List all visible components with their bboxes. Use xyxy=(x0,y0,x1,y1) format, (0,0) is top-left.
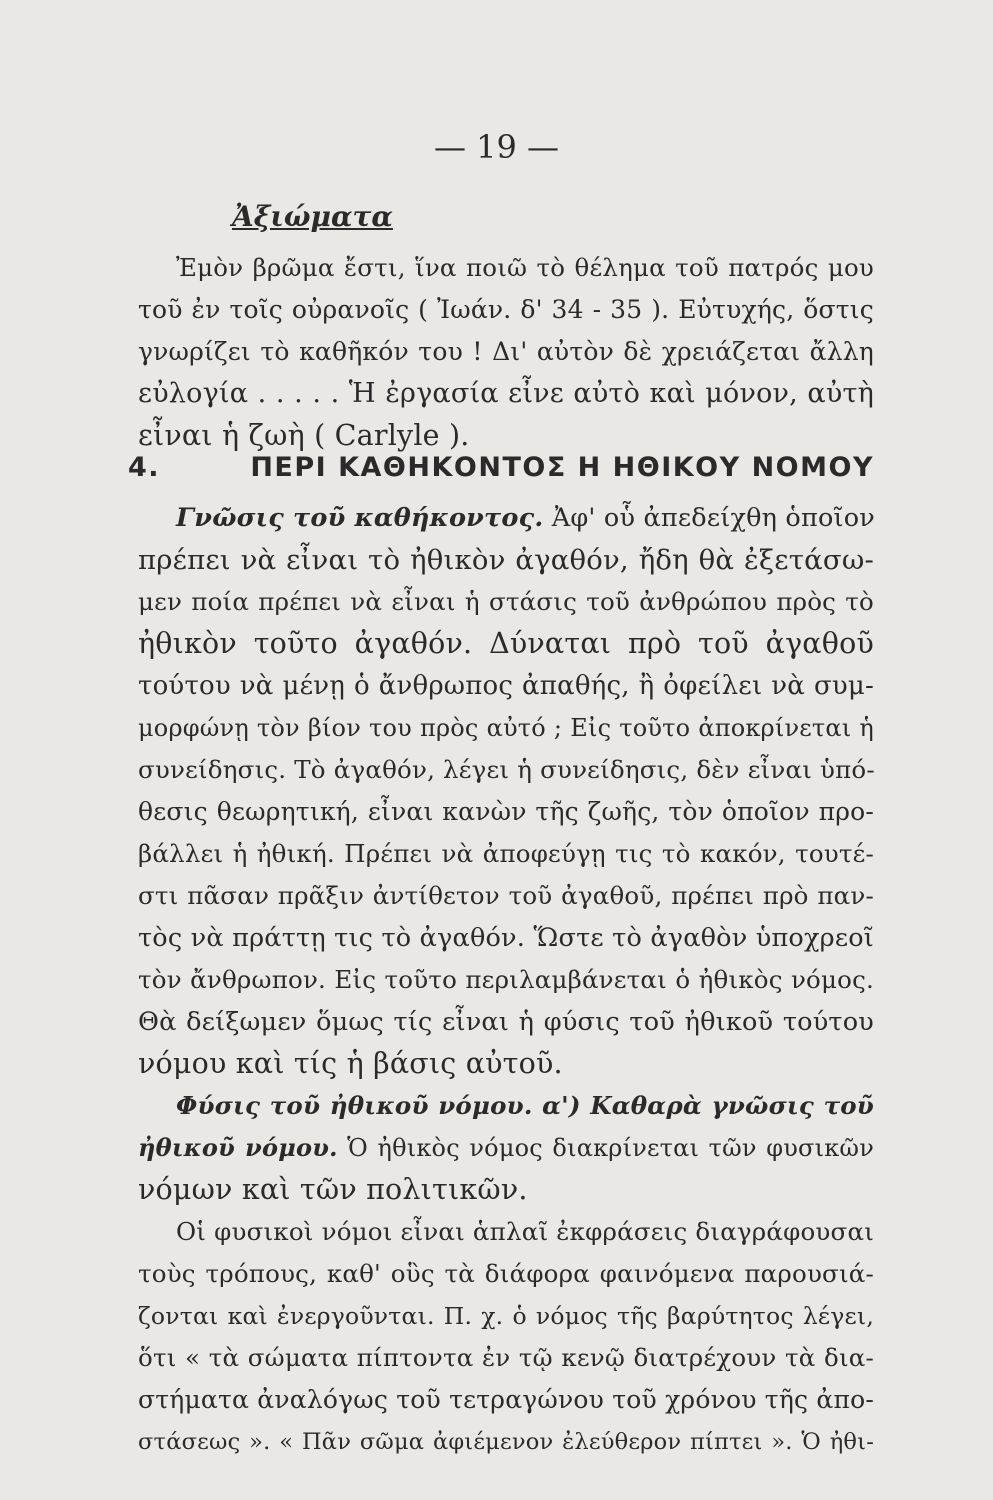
text-line xyxy=(176,498,874,538)
text-line: ζονται καὶ ἐνεργοῦνται. Π. χ. ὁ νόμος τῆς βαρύτητος λέγει, xyxy=(138,1302,874,1330)
text-line: θεσις θεωρητική, εἶναι κανὼν τῆς ζωῆς, τὸν ὁποῖον προ- xyxy=(138,797,874,826)
text-line xyxy=(138,1128,874,1168)
text-line: ἠθικὸν τοῦτο ἀγαθόν. Δύναται πρὸ τοῦ ἀγαθοῦ xyxy=(138,627,874,660)
page-number: — 19 — xyxy=(433,128,560,166)
text-line: νόμων καὶ τῶν πολιτικῶν. xyxy=(138,1173,528,1206)
text-line: Ἐμὸν βρῶμα ἔστι, ἵνα ποιῶ τὸ θέλημα τοῦ πατρός μου xyxy=(176,253,874,282)
text-line: μεν ποία πρέπει νὰ εἶναι ἡ στάσις τοῦ ἀνθρώπου πρὸς τὸ xyxy=(138,587,874,616)
section-heading: Ἀξιώματα xyxy=(232,200,393,233)
text-line: στήματα ἀναλόγως τοῦ τετραγώνου τοῦ χρόνου τῆς ἀπο- xyxy=(138,1385,874,1414)
text-line: πρέπει νὰ εἶναι τὸ ἠθικὸν ἀγαθόν, ἤδη θὰ ἐξετάσω- xyxy=(138,544,874,576)
text-line: στι πᾶσαν πρᾶξιν ἀντίθετον τοῦ ἀγαθοῦ, πρέπει πρὸ παν- xyxy=(138,881,874,910)
text-line: στάσεως ». « Πᾶν σῶμα ἀφιέμενον ἐλεύθερον πίπτει ». Ὁ ἠθι- xyxy=(138,1429,874,1455)
text-line: εὐλογία . . . . . Ἡ ἐργασία εἶνε αὐτὸ καὶ μόνον, αὐτὴ xyxy=(138,378,874,409)
text-line: τούτου νὰ μένῃ ὁ ἄνθρωπος ἀπαθής, ἢ ὀφείλει νὰ συμ- xyxy=(138,671,874,701)
text-line: τοὺς τρόπους, καθ' οὓς τὰ διάφορα φαινόμενα παρουσιά- xyxy=(138,1259,874,1288)
text-line: τὸν ἄνθρωπον. Εἰς τοῦτο περιλαμβάνεται ὁ ἠθικὸς νόμος. xyxy=(138,965,874,994)
text-line: μορφώνῃ τὸν βίον του πρὸς αὐτό ; Εἰς τοῦτο ἀποκρίνεται ἡ xyxy=(138,714,874,742)
text-line: βάλλει ἡ ἠθική. Πρέπει νὰ ἀποφεύγῃ τις τὸ κακόν, τουτέ- xyxy=(138,839,874,868)
chapter-number: 4. xyxy=(128,452,161,483)
text-line: ὅτι « τὰ σώματα πίπτοντα ἐν τῷ κενῷ διατρέχουν τὰ δια- xyxy=(138,1343,874,1372)
text-line: συνείδησις. Τὸ ἀγαθόν, λέγει ἡ συνείδησις, δὲν εἶναι ὑπό- xyxy=(138,755,875,784)
chapter-title-text: ΠΕΡΙ ΚΑΘΗΚΟΝΤΟΣ Η ΗΘΙΚΟΥ ΝΟΜΟΥ xyxy=(250,452,874,483)
text-span: Ἀφ' οὗ ἀπεδείχθη ὁποῖον xyxy=(543,503,875,533)
text-span: Ὁ ἠθικὸς νόμος διακρίνεται τῶν φυσικῶν xyxy=(337,1134,874,1162)
text-line: εἶναι ἡ ζωὴ ( Carlyle ). xyxy=(138,419,470,452)
subheading-nature-of-moral-law: Φύσις τοῦ ἠθικοῦ νόμου. α') Καθαρὰ γνῶσις τοῦ xyxy=(176,1091,874,1120)
text-line: τοῦ ἐν τοῖς οὐρανοῖς ( Ἰωάν. δ' 34 - 35 ). Εὐτυχής, ὅστις xyxy=(138,295,874,324)
text-line: Θὰ δείξωμεν ὅμως τίς εἶναι ἡ φύσις τοῦ ἠθικοῦ τούτου xyxy=(138,1007,874,1037)
subheading-continuation: ἠθικοῦ νόμου. xyxy=(138,1133,338,1162)
subheading-knowledge-of-duty: Γνῶσις τοῦ καθήκοντος. xyxy=(176,503,544,533)
chapter-title xyxy=(128,452,874,483)
text-line: γνωρίζει τὸ καθῆκόν του ! Δι' αὐτὸν δὲ χρειάζεται ἄλλη xyxy=(138,337,874,366)
text-line: νόμου καὶ τίς ἡ βάσις αὐτοῦ. xyxy=(138,1047,563,1080)
text-line: τὸς νὰ πράττῃ τις τὸ ἀγαθόν. Ὥστε τὸ ἀγαθὸν ὑποχρεοῖ xyxy=(138,923,874,953)
text-line: Οἱ φυσικοὶ νόμοι εἶναι ἁπλαῖ ἐκφράσεις διαγράφουσαι xyxy=(176,1217,874,1246)
